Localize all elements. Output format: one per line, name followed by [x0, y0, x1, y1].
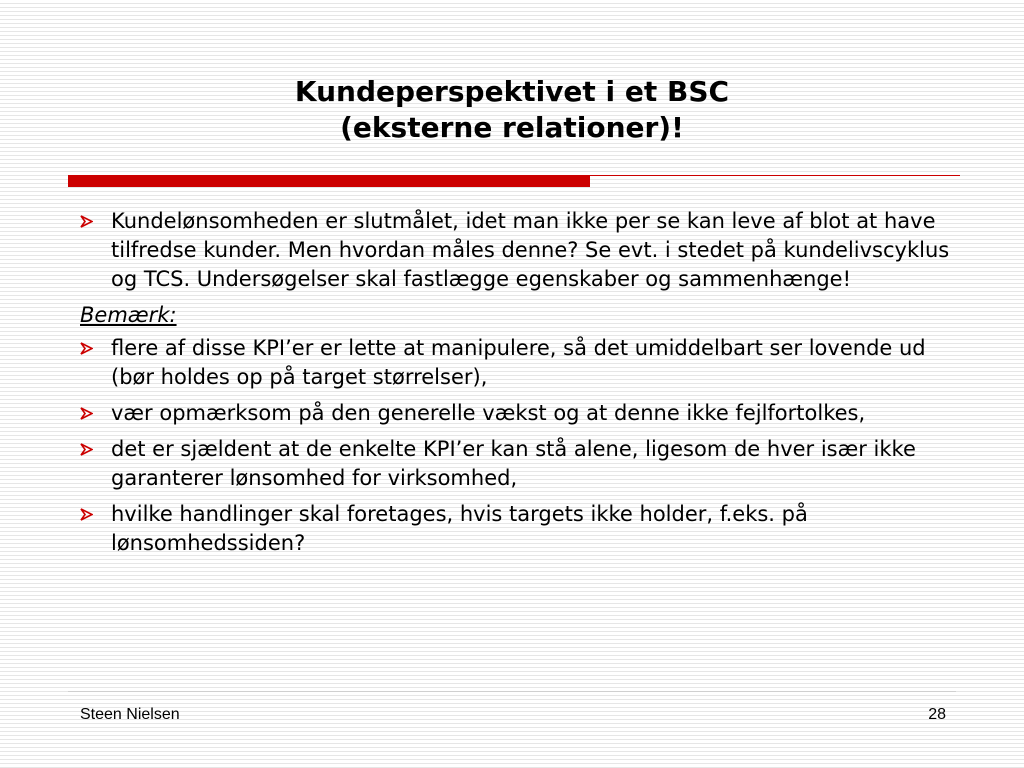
bullet-text: flere af disse KPI’er er lette at manipulere, så det umiddelbart ser lovende ud (bør holdes op på target størrelser), — [111, 336, 926, 389]
title-underline-bar — [68, 175, 590, 187]
page-number: 28 — [928, 706, 946, 723]
arrow-bullet-icon — [80, 334, 100, 363]
slide-body — [80, 207, 970, 565]
bullet-item — [80, 435, 970, 493]
bullet-item — [80, 207, 970, 294]
arrow-bullet-icon — [80, 399, 100, 428]
bullet-text: vær opmærksom på den generelle vækst og at denne ikke fejlfortolkes, — [111, 401, 866, 425]
title-line-1: Kundeperspektivet i et BSC — [294, 75, 730, 108]
slide-title — [60, 74, 964, 146]
footer-author: Steen Nielsen — [80, 706, 180, 723]
bullet-item — [80, 399, 970, 428]
bullet-item — [80, 334, 970, 392]
arrow-bullet-icon — [80, 500, 100, 529]
arrow-bullet-icon — [80, 435, 100, 464]
bullet-text: Kundelønsomheden er slutmålet, idet man ikke per se kan leve af blot at have tilfredse kunder. Men hvordan måles denne? Se evt. i stedet på kundelivscyklus og TCS. Undersøgelser skal fastlægge egenskaber og sammenhænge! — [111, 209, 950, 291]
arrow-bullet-icon — [80, 207, 100, 236]
bullet-text: hvilke handlinger skal foretages, hvis targets ikke holder, f.eks. på lønsomhedssiden? — [111, 502, 808, 555]
footer-divider — [68, 691, 956, 692]
bullet-text: det er sjældent at de enkelte KPI’er kan stå alene, ligesom de hver især ikke garanterer lønsomhed for virksomhed, — [111, 437, 916, 490]
title-line-2: (eksterne relationer)! — [340, 111, 684, 144]
note-label: Bemærk: — [80, 303, 177, 327]
bullet-item — [80, 500, 970, 558]
title-underline-thin — [590, 175, 960, 176]
